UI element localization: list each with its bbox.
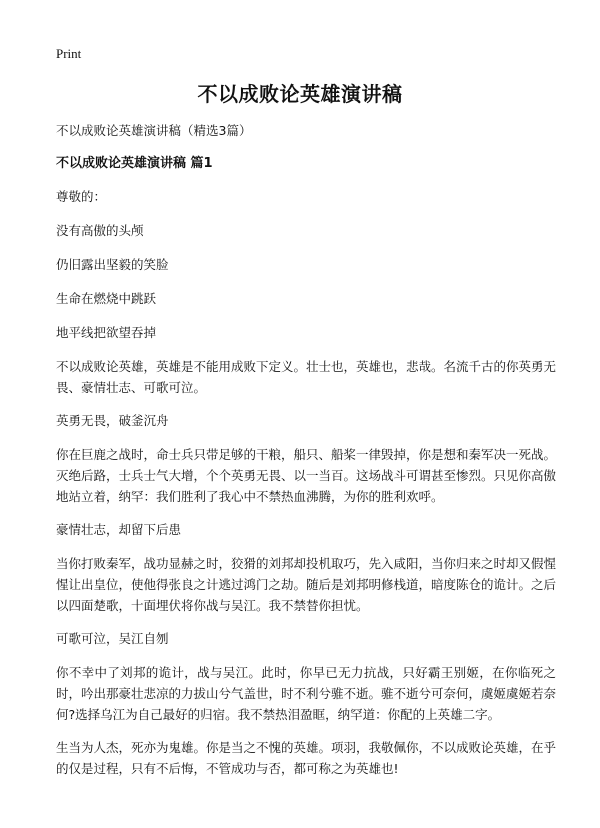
page-title: 不以成败论英雄演讲稿 [197, 82, 403, 106]
print-link[interactable]: Print [56, 46, 82, 61]
document-subtitle: 不以成败论英雄演讲稿（精选3篇） [56, 123, 252, 138]
body-paragraph: 生当为人杰，死亦为鬼雄。你是当之不愧的英雄。项羽，我敬佩你，不以成败论英雄，在乎的仅是过程，只有不后悔，不管成功与否，都可称之为英雄也! [56, 740, 557, 776]
body-paragraph: 当你打败秦军，战功显赫之时，狡猾的刘邦却投机取巧，先入咸阳，当你归来之时却又假惺惺让出皇位，使他得张良之计逃过鸿门之劫。随后是刘邦明修栈道，暗度陈仓的诡计。之后以四面楚歌，十面埋伏将你战与吴江。我不禁替你担忧。 [56, 556, 557, 613]
subsection-heading: 可歌可泣，吴江自刎 [56, 631, 169, 646]
body-paragraph: 不以成败论英雄，英雄是不能用成败下定义。壮士也，英雄也，悲哉。名流千古的你英勇无畏、豪情壮志、可歌可泣。 [56, 359, 557, 395]
body-paragraph: 你在巨鹿之战时，命士兵只带足够的干粮，船只、船桨一律毁掉，你是想和秦军决一死战。灭绝后路，士兵士气大增，个个英勇无畏、以一当百。这场战斗可谓甚至惨烈。只见你高傲地站立着，纳罕：我们胜利了我心中不禁热血沸腾，为你的胜利欢呼。 [56, 447, 557, 504]
subsection-heading: 豪情壮志，却留下后患 [56, 522, 182, 537]
paragraph-salutation: 尊敬的： [56, 189, 107, 204]
section-heading: 不以成败论英雄演讲稿 篇1 [56, 156, 213, 171]
poem-line: 没有高傲的头颅 [56, 223, 144, 238]
poem-line: 地平线把欲望吞掉 [56, 325, 157, 340]
body-paragraph: 你不幸中了刘邦的诡计，战与吴江。此时，你早已无力抗战，只好霸王别姬，在你临死之时，吟出那豪壮悲凉的力拔山兮气盖世，时不利兮骓不逝。骓不逝兮可奈何，虞姬虞姬若奈何?选择乌江为自己最好的归宿。我不禁热泪盈眶，纳罕道：你配的上英雄二字。 [56, 665, 557, 722]
document-body [56, 120, 556, 791]
poem-line: 仍旧露出坚毅的笑脸 [56, 257, 169, 272]
poem-line: 生命在燃烧中跳跃 [56, 291, 157, 306]
subsection-heading: 英勇无畏，破釜沉舟 [56, 413, 169, 428]
